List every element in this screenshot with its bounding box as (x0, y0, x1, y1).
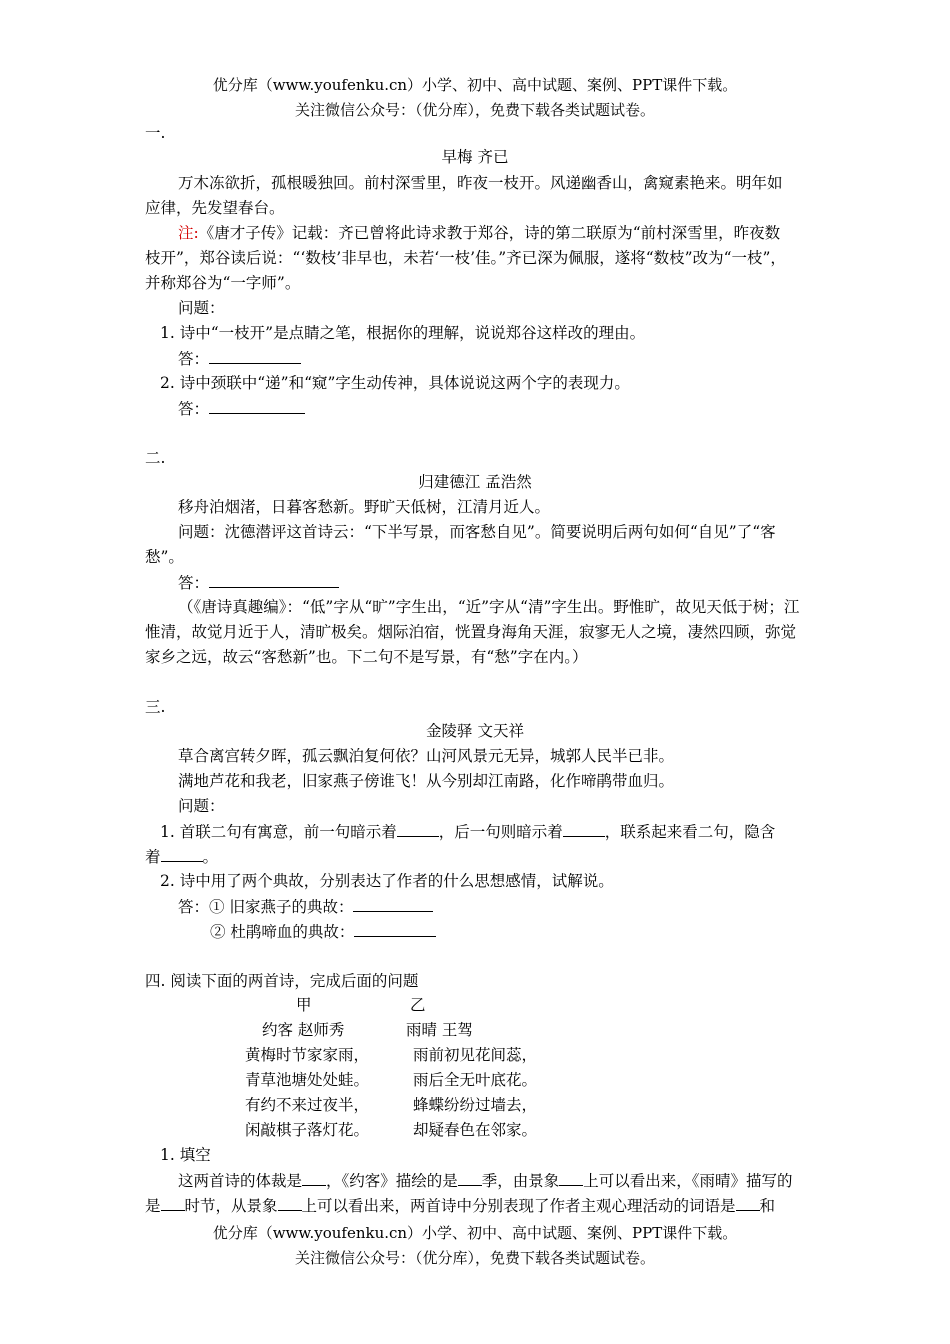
section-1-poem-title: 早梅 齐已 (441, 148, 509, 166)
section-1-note-line-3: 并称郑谷为“一字师”。 (145, 274, 301, 292)
fill-blank[interactable] (559, 1169, 583, 1186)
poem-a-line: 黄梅时节家家雨， (245, 1046, 370, 1064)
section-2-number: 二. (145, 449, 166, 467)
section-1-poem-line-1: 万木冻欲折，孤根暖独回。前村深雪里，昨夜一枝开。风递幽香山，禽窥素艳来。明年如 (178, 174, 783, 192)
q1-text-d: 着 (145, 848, 161, 866)
section-3-poem-title: 金陵驿 文天祥 (426, 722, 524, 740)
section-2-poem: 移舟泊烟渚，日暮客愁新。野旷天低树，江清月近人。 (178, 498, 551, 516)
section-1-question-label: 问题： (178, 299, 225, 317)
section-1-answer-2 (178, 397, 305, 420)
section-1-note-line-2: 枝开”，郑谷读后说：“‘数枝’非早也，未若‘一枝’佳。”齐已深为佩服，遂将“数枝”改为“一枝”， (145, 249, 786, 267)
poem-b-line: 却疑春色在邻家。 (413, 1121, 538, 1139)
section-1-poem-line-2: 应律，先发望春台。 (145, 199, 285, 217)
section-1-answer-1 (178, 347, 301, 370)
footer-line-2: 关注微信公众号：（优分库），免费下载各类试题试卷。 (294, 1249, 655, 1267)
fill-text: 上可以看出来，《雨晴》描写的 (583, 1172, 793, 1190)
answer-blank[interactable] (353, 895, 433, 912)
poem-a-line: 青草池塘处处蛙。 (245, 1071, 370, 1089)
fill-blank[interactable] (736, 1194, 760, 1211)
section-4-fill-line-1 (178, 1169, 793, 1192)
section-3-number: 三. (145, 698, 166, 716)
answer-label: 答： (178, 574, 210, 592)
section-1-question-2: 2. 诗中颈联中“递”和“窥”字生动传神，具体说说这两个字的表现力。 (160, 374, 630, 392)
poem-b-label: 乙 (410, 996, 426, 1014)
fill-blank[interactable] (161, 845, 203, 862)
poem-a-line: 有约不来过夜半， (245, 1096, 370, 1114)
section-4-heading: 四. 阅读下面的两首诗，完成后面的问题 (145, 972, 419, 990)
poem-b-line: 雨后全无叶底花。 (413, 1071, 538, 1089)
section-3-question-2: 2. 诗中用了两个典故，分别表达了作者的什么思想感情，试解说。 (160, 872, 614, 890)
answer-label: 答： (178, 350, 210, 368)
section-2-answer (178, 571, 339, 594)
fill-blank[interactable] (278, 1194, 302, 1211)
section-3-poem-line-1: 草合离宫转夕晖，孤云飘泊复何依？山河风景元无异，城郭人民半已非。 (178, 747, 675, 765)
answer-blank[interactable] (209, 347, 301, 364)
answer-blank[interactable] (209, 571, 339, 588)
section-3-question-label: 问题： (178, 797, 225, 815)
section-3-answer-2 (210, 920, 436, 943)
answer-blank[interactable] (354, 920, 436, 937)
section-2-reference-line-2: 惟清，故觉月近于人，清旷极矣。烟际泊宿，恍置身海角天涯，寂寥无人之境，凄然四顾，弥觉 (145, 623, 797, 641)
answer-label: 答： (178, 400, 210, 418)
poem-b-line: 蜂蝶纷纷过墙去， (413, 1096, 538, 1114)
fill-blank[interactable] (458, 1169, 482, 1186)
section-3-answer-1 (178, 895, 433, 918)
section-3-question-1-cont (145, 845, 218, 868)
poem-a-label: 甲 (296, 996, 312, 1014)
section-1-number: 一. (145, 124, 166, 142)
q1-text-a: 1. 首联二句有寓意，前一句暗示着 (160, 823, 397, 841)
section-1-question-1: 1. 诗中“一枝开”是点睛之笔，根据你的理解，说说郑谷这样改的理由。 (160, 324, 646, 342)
fill-blank[interactable] (563, 820, 605, 837)
section-1-note-line-1 (178, 222, 780, 244)
section-3-poem-line-2: 满地芦花和我老，旧家燕子傍谁飞！从今别却江南路，化作啼鹃带血归。 (178, 772, 675, 790)
fill-text: 和 (759, 1197, 776, 1215)
header-line-1: 优分库（www.youfenku.cn）小学、初中、高中试题、案例、PPT课件下载。 (212, 76, 738, 94)
note-label: 注: (178, 224, 199, 242)
answer-blank[interactable] (209, 397, 305, 414)
section-2-reference-line-3: 家乡之远，故云“客愁新”也。下二句不是写景，有“愁”字在内。） (145, 648, 588, 666)
fill-blank[interactable] (302, 1169, 326, 1186)
footer-line-1: 优分库（www.youfenku.cn）小学、初中、高中试题、案例、PPT课件下载。 (212, 1224, 738, 1242)
note-text-1: 《唐才子传》记载：齐已曾将此诗求教于郑谷，诗的第二联原为“前村深雪里，昨夜数 (198, 224, 781, 242)
answer-2-text: ② 杜鹃啼血的典故： (210, 923, 355, 941)
fill-text: 这两首诗的体裁是 (178, 1172, 303, 1190)
poem-b-title: 雨晴 王驾 (406, 1021, 473, 1039)
fill-blank[interactable] (161, 1194, 185, 1211)
section-4-fill-line-2 (145, 1194, 775, 1217)
header-line-2: 关注微信公众号：（优分库），免费下载各类试题试卷。 (294, 101, 655, 119)
fill-text: 时节，从景象 (184, 1197, 278, 1215)
fill-text: 是 (145, 1197, 161, 1215)
section-2-poem-title: 归建德江 孟浩然 (418, 473, 532, 491)
section-2-reference-line-1: （《唐诗真趣编》：“低”字从“旷”字生出，“近”字从“清”字生出。野惟旷，故见天低于树；江 (178, 598, 800, 616)
q1-text-b: ，后一句则暗示着 (438, 823, 563, 841)
section-3-question-1 (160, 820, 775, 843)
poem-b-line: 雨前初见花间蕊， (413, 1046, 538, 1064)
section-2-question-line-1: 问题：沈德潜评这首诗云：“下半写景，而客愁自见”。简要说明后两句如何“自见”了“客 (178, 523, 776, 541)
poem-a-title: 约客 赵师秀 (262, 1021, 345, 1039)
section-4-question-1: 1. 填空 (160, 1146, 211, 1164)
fill-text: ，《约客》描绘的是 (326, 1172, 458, 1190)
fill-text: 上可以看出来，两首诗中分别表现了作者主观心理活动的词语是 (301, 1197, 736, 1215)
fill-blank[interactable] (397, 820, 439, 837)
fill-text: 季，由景象 (481, 1172, 560, 1190)
poem-a-line: 闲敲棋子落灯花。 (245, 1121, 370, 1139)
q1-text-c: ，联系起来看二句，隐含 (604, 823, 776, 841)
answer-1-text: ① 旧家燕子的典故： (209, 898, 354, 916)
q1-text-e: 。 (202, 848, 219, 866)
section-2-question-line-2: 愁”。 (145, 548, 184, 566)
answer-label: 答： (178, 898, 210, 916)
